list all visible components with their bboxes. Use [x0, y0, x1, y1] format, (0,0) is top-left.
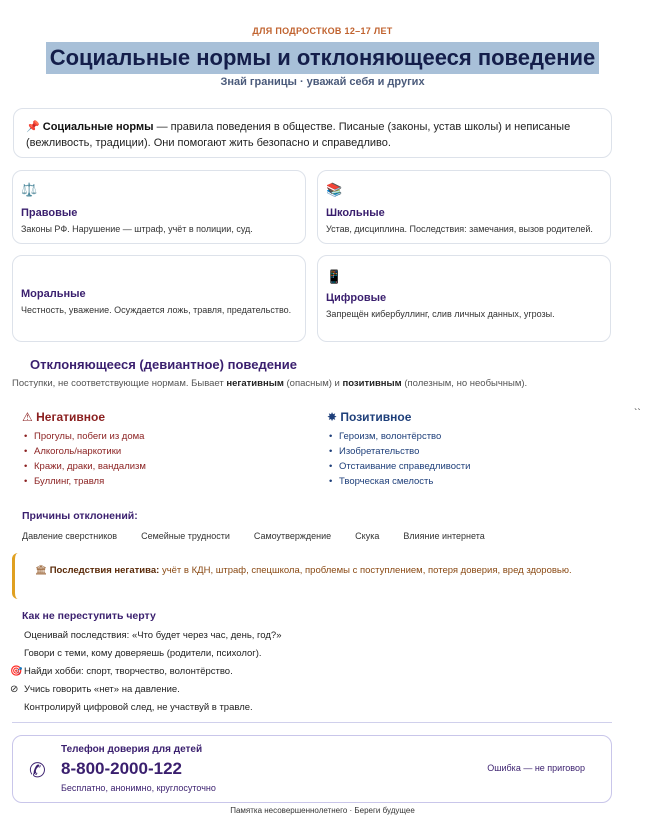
cause-item: Самоутверждение [253, 531, 332, 541]
norm-card-legal [12, 170, 306, 244]
stray-mark: `` [634, 408, 641, 419]
audience-kicker: ДЛЯ ПОДРОСТКОВ 12–17 ЛЕТ [252, 26, 393, 36]
court-icon: 🏛 [35, 565, 48, 576]
causes-list [22, 531, 485, 541]
negative-column [22, 410, 312, 489]
phone-icon: 📱 [326, 269, 343, 284]
how-list [10, 629, 282, 719]
how-title: Как не переступить черту [22, 610, 156, 622]
divider [12, 722, 612, 723]
norm-card-school [317, 170, 611, 244]
hotline-box [12, 735, 612, 803]
hotline-number[interactable]: 8-800-2000-122 [61, 759, 182, 778]
list-item: • Творческая смелость [327, 474, 617, 489]
norm-card-title: Правовые [21, 207, 78, 219]
intro-box [13, 108, 612, 158]
list-item: • Алкоголь/наркотики [22, 444, 312, 459]
list-item: 🎯 Найди хобби: спорт, творчество, волонтёрство. [10, 665, 282, 683]
norm-card-digital [317, 255, 611, 342]
cause-item: Давление сверстников [22, 531, 118, 541]
intro-text: — правила поведения в обществе. Писаные (законы, устав школы) и неписаные (вежливость, традиции). Они помогают жить безопасно и справедливо. [26, 121, 571, 149]
prohibited-icon: ⊘ [10, 684, 19, 695]
deviant-title: Отклоняющееся (девиантное) поведение [30, 357, 298, 372]
hotline-slogan: Ошибка — не приговор [487, 763, 585, 773]
target-icon: 🎯 [10, 666, 23, 677]
consequences-label: Последствия негатива: [49, 565, 160, 576]
intro-term: Социальные нормы [42, 121, 154, 133]
deviant-subtitle: Поступки, не соответствующие нормам. Бывает негативным (опасным) и позитивным (полезным, но необычным). [12, 378, 528, 389]
books-icon: 📚 [326, 182, 343, 197]
norm-card-moral [12, 255, 306, 342]
consequences-callout [12, 553, 612, 599]
norm-card-title: Моральные [21, 288, 86, 300]
cause-item: Скука [355, 531, 380, 541]
blank-icon [10, 701, 24, 719]
page-title: Социальные нормы и отклоняющееся поведение [46, 42, 600, 74]
list-item: • Буллинг, травля [22, 474, 312, 489]
footer-text: Памятка несовершеннолетнего · Береги будущее [230, 806, 415, 815]
norm-card-desc: Честность, уважение. Осуждается ложь, травля, предательство. [21, 305, 292, 315]
page-subtitle: Знай границы · уважай себя и других [220, 76, 425, 88]
cause-item: Влияние интернета [403, 531, 485, 541]
list-item: Контролируй цифровой след, не участвуй в травле. [10, 701, 282, 719]
list-item: Оценивай последствия: «Что будет через час, день, год?» [10, 629, 282, 647]
norm-card-title: Цифровые [326, 292, 387, 304]
causes-title: Причины отклонений: [22, 510, 138, 522]
blank-icon [10, 647, 24, 665]
pin-icon: 📌 [26, 121, 40, 133]
scales-icon: ⚖️ [21, 182, 38, 197]
hotline-note: Бесплатно, анонимно, круглосуточно [61, 783, 216, 793]
blank-icon [10, 629, 24, 647]
list-item: • Прогулы, побеги из дома [22, 429, 312, 444]
positive-column [327, 410, 617, 489]
list-item: • Отстаивание справедливости [327, 459, 617, 474]
norm-card-desc: Запрещён кибербуллинг, слив личных данных, угрозы. [326, 309, 555, 319]
consequences-text: учёт в КДН, штраф, спецшкола, проблемы с поступлением, потеря доверия, вред здоровью. [159, 565, 572, 576]
list-item: • Изобретательство [327, 444, 617, 459]
positive-heading: ✸ Позитивное [327, 410, 412, 424]
norm-card-desc: Устав, дисциплина. Последствия: замечания, вызов родителей. [326, 224, 593, 234]
list-item: ⊘ Учись говорить «нет» на давление. [10, 683, 282, 701]
phone-handset-icon: ✆ [29, 760, 46, 782]
list-item: • Героизм, волонтёрство [327, 429, 617, 444]
norm-card-desc: Законы РФ. Нарушение — штраф, учёт в полиции, суд. [21, 224, 253, 234]
hotline-label: Телефон доверия для детей [61, 744, 203, 755]
star-icon: ✸ [327, 410, 338, 424]
list-item: Говори с теми, кому доверяешь (родители, психолог). [10, 647, 282, 665]
norm-card-title: Школьные [326, 207, 385, 219]
warning-icon: ⚠ [22, 410, 33, 424]
negative-heading: ⚠ Негативное [22, 410, 106, 424]
cause-item: Семейные трудности [141, 531, 230, 541]
list-item: • Кражи, драки, вандализм [22, 459, 312, 474]
